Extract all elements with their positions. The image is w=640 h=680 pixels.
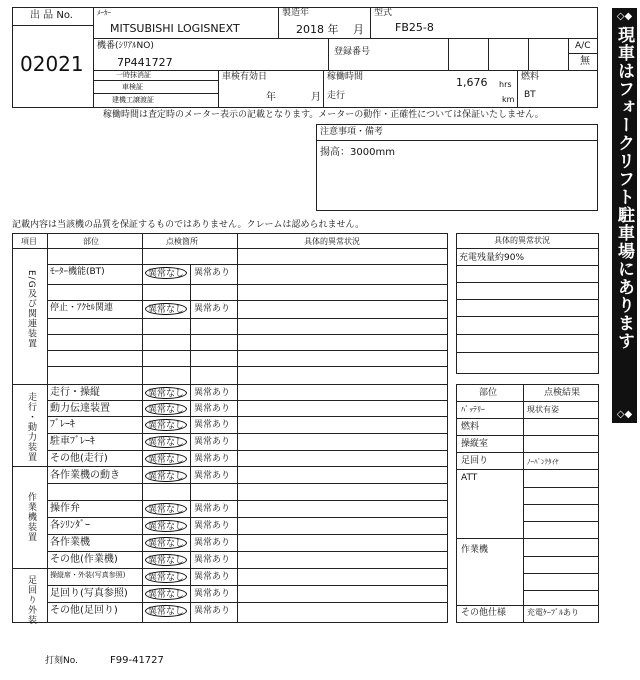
year-label: 製造年 <box>282 8 310 18</box>
part-label: 駐車ﾌﾞﾚｰｷ <box>50 436 95 447</box>
check-ok-circled: 異常なし <box>145 419 187 431</box>
part-label: その他(作業機) <box>50 554 118 565</box>
check-ok-circled: 異常なし <box>145 436 187 448</box>
result-value: ﾉｰﾊﾟﾝｸﾀｲﾔ <box>527 458 559 466</box>
check-ok-circled: 異常なし <box>145 503 187 515</box>
check-ng: 異常あり <box>194 521 231 531</box>
group-engine: E/G及び関連装置 <box>26 270 36 349</box>
group-drive: 走行・動力装置 <box>26 392 36 462</box>
group-undercarriage: 足回り外装 <box>26 575 36 625</box>
check-ok-circled: 異常なし <box>145 470 187 482</box>
check-ng: 異常あり <box>194 420 231 430</box>
remarks-value: 揚高：3000mm <box>320 147 395 158</box>
result-col-part: 部位 <box>479 388 498 398</box>
check-ng: 異常あり <box>194 589 231 599</box>
part-label: 操作弁 <box>50 503 80 514</box>
check-ng: 異常あり <box>194 572 231 582</box>
result-part: 作業機 <box>461 545 489 555</box>
result-col-result: 点検結果 <box>544 388 581 398</box>
registration-label: 登録番号 <box>334 47 371 57</box>
check-ng: 異常あり <box>194 304 231 314</box>
check-ng: 異常あり <box>194 454 231 464</box>
maker-value: MITSUBISHI LOGISNEXT <box>110 22 240 35</box>
check-ng: 異常あり <box>194 388 231 398</box>
hours-value: 1,676 <box>456 76 488 89</box>
part-label: ﾓｰﾀｰ機能(BT) <box>50 267 105 277</box>
inspection-date-label: 車検有効日 <box>222 72 268 82</box>
check-ok-circled: 異常なし <box>145 267 187 279</box>
result-part: ATT <box>461 473 478 483</box>
check-ok-circled: 異常なし <box>145 387 187 399</box>
check-ng: 異常あり <box>194 504 231 514</box>
part-label: 停止・ｱｸｾﾙ関連 <box>50 303 114 313</box>
col-check-header: 点検箇所 <box>166 237 198 246</box>
check-ok-circled: 異常なし <box>145 453 187 465</box>
year-month-label: 月 <box>353 23 364 36</box>
part-label: 走行・操縦 <box>50 387 100 398</box>
inspection-year: 年 <box>266 92 276 103</box>
check-ok-circled: 異常なし <box>145 303 187 315</box>
serial-label: 機番(ｼﾘｱﾙNO) <box>97 41 154 51</box>
check-ng: 異常あり <box>194 268 231 278</box>
result-part: その他仕様 <box>461 608 507 618</box>
model-label: 型式 <box>374 8 393 18</box>
inspection-month: 月 <box>311 92 321 103</box>
right-detail-header: 具体的異常状況 <box>494 236 550 245</box>
check-ng: 異常あり <box>194 555 231 565</box>
hours-unit: hrs <box>499 80 512 89</box>
side-diamond-bottom: ◇◆ <box>616 409 633 420</box>
maker-label: ﾒｰｶｰ <box>97 9 111 17</box>
check-ok-circled: 異常なし <box>145 605 187 617</box>
ac-label: A/C <box>575 41 591 51</box>
check-ok-circled: 異常なし <box>145 537 187 549</box>
hours-disclaimer: 稼働時間は査定時のメーター表示の記載となります。メーターの動作・正確性については保証いたしません。 <box>103 110 544 120</box>
quality-disclaimer: 記載内容は当該機の品質を保証するものではありません。クレームは認められません。 <box>12 220 365 230</box>
battery-charge-note: 充電残量約90% <box>459 253 525 263</box>
side-diamond-top: ◇◆ <box>616 11 633 22</box>
check-ng: 異常あり <box>194 437 231 447</box>
result-part: 燃料 <box>461 422 480 432</box>
col-part-header: 部位 <box>83 237 99 246</box>
check-ok-circled: 異常なし <box>145 520 187 532</box>
part-label: その他(走行) <box>50 453 108 464</box>
result-value: 現状有姿 <box>527 405 559 414</box>
fuel-value: BT <box>524 90 536 100</box>
part-label: 各作業機の動き <box>50 470 120 481</box>
mileage-label: 走行 <box>327 91 346 101</box>
serial-value: 7P441727 <box>117 56 173 69</box>
check-ng: 異常あり <box>194 471 231 481</box>
part-label: 動力伝達装置 <box>50 403 110 414</box>
col-detail-header: 具体的異常状況 <box>304 237 360 246</box>
part-label: ﾌﾞﾚｰｷ <box>50 419 75 430</box>
part-label: 足回り(写真参照) <box>50 588 128 599</box>
check-ok-circled: 異常なし <box>145 571 187 583</box>
cert-transfer-label: 建機工譲渡証 <box>112 96 154 104</box>
year-value: 2018 年 <box>296 23 339 36</box>
ac-value: 無 <box>580 56 590 67</box>
part-label: 各ｼﾘﾝﾀﾞｰ <box>50 520 90 531</box>
fuel-label: 燃料 <box>521 72 540 82</box>
stamp-number-value: F99-41727 <box>110 655 164 666</box>
col-item-header: 項目 <box>21 237 37 246</box>
check-ok-circled: 異常なし <box>145 403 187 415</box>
result-part: ﾊﾞｯﾃﾘｰ <box>461 405 485 414</box>
group-work: 作業機装置 <box>26 492 36 542</box>
side-banner <box>612 8 637 423</box>
cert-inspection-label: 車検証 <box>122 83 143 91</box>
stamp-number-label: 打刻No. <box>45 656 78 666</box>
check-ok-circled: 異常なし <box>145 554 187 566</box>
check-ng: 異常あり <box>194 404 231 414</box>
remarks-label: 注意事項・備考 <box>320 127 384 137</box>
remarks-box <box>316 124 598 211</box>
check-ng: 異常あり <box>194 538 231 548</box>
part-label: その他(足回り) <box>50 605 118 616</box>
check-ok-circled: 異常なし <box>145 588 187 600</box>
hours-label: 稼働時間 <box>327 72 364 82</box>
lot-number-label: 出 品 No. <box>30 10 73 21</box>
model-value: FB25-8 <box>395 21 434 34</box>
result-value: 充電ｹｰﾌﾞﾙあり <box>527 608 579 617</box>
part-label: 操縦席・外装(写真参照) <box>50 571 126 579</box>
check-ng: 異常あり <box>194 606 231 616</box>
part-label: 各作業機 <box>50 537 90 548</box>
side-banner-text: 現車はフォークリフト駐車場にあります <box>614 26 634 350</box>
mileage-unit: km <box>502 95 515 104</box>
result-part: 足回り <box>461 456 489 466</box>
result-part: 操縦室 <box>461 439 489 449</box>
lot-number-value: 02021 <box>20 52 84 76</box>
cert-temporary-label: 一時抹消証 <box>116 71 151 79</box>
